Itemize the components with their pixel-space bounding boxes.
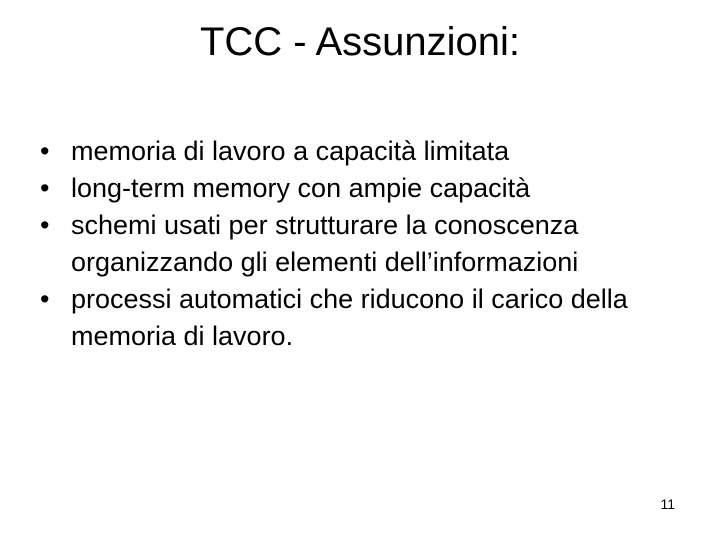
- bullet-text: processi automatici che riducono il carico della memoria di lavoro.: [71, 284, 628, 351]
- bullet-list: [40, 133, 700, 355]
- bullet-item: [40, 207, 700, 281]
- bullet-text: schemi usati per strutturare la conoscenza organizzando gli elementi dell’informazioni: [71, 210, 579, 277]
- bullet-item: [40, 281, 700, 355]
- bullet-icon: •: [40, 136, 50, 166]
- bullet-text: long-term memory con ampie capacità: [71, 173, 531, 203]
- bullet-icon: •: [40, 284, 50, 314]
- bullet-icon: •: [40, 210, 50, 240]
- page-number: 11: [660, 496, 675, 512]
- slide-title: TCC - Assunzioni:: [199, 20, 521, 64]
- bullet-icon: •: [40, 173, 50, 203]
- bullet-text: memoria di lavoro a capacità limitata: [71, 136, 510, 166]
- bullet-item: [40, 133, 700, 170]
- bullet-item: [40, 170, 700, 207]
